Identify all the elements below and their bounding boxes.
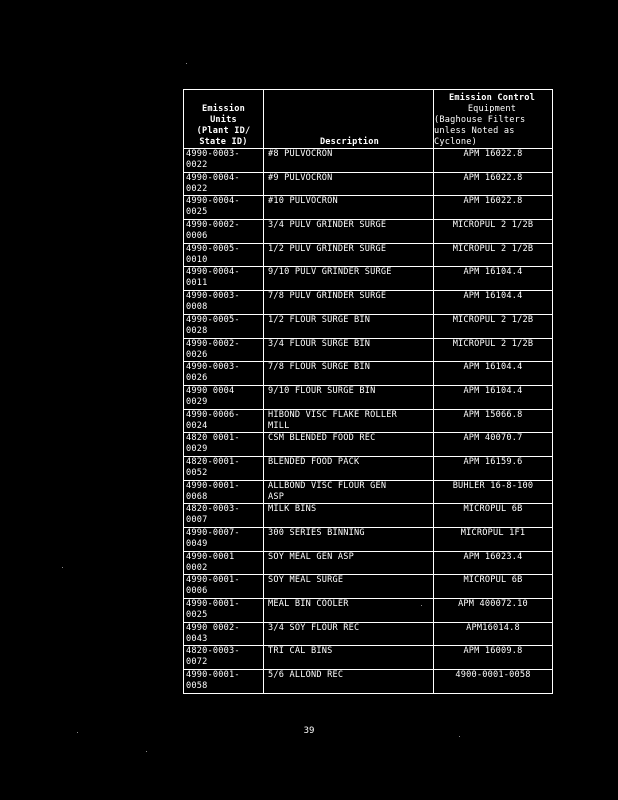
cell-control-equipment: APM 16022.8 — [434, 172, 553, 196]
cell-description: 3/4 SOY FLOUR REC — [264, 622, 434, 646]
cell-control-equipment: MICROPUL 6B — [434, 575, 553, 599]
cell-description: BLENDED FOOD PACK — [264, 456, 434, 480]
cell-description: 1/2 FLOUR SURGE BIN — [264, 314, 434, 338]
cell-control-equipment: APM 16022.8 — [434, 196, 553, 220]
table-row — [184, 362, 553, 386]
table-row — [184, 385, 553, 409]
table-row — [184, 480, 553, 504]
cell-description: #8 PULVOCRON — [264, 149, 434, 173]
cell-emission-unit: 4990-0003- 0008 — [184, 291, 264, 315]
scan-speck — [186, 63, 187, 64]
header-row — [184, 90, 553, 149]
cell-control-equipment: APM 40070.7 — [434, 433, 553, 457]
cell-emission-unit: 4990-0005- 0010 — [184, 243, 264, 267]
cell-emission-unit: 4990-0006- 0024 — [184, 409, 264, 433]
cell-description: 1/2 PULV GRINDER SURGE — [264, 243, 434, 267]
cell-description: CSM BLENDED FOOD REC — [264, 433, 434, 457]
cell-emission-unit: 4820-0001- 0052 — [184, 456, 264, 480]
cell-control-equipment: BUHLER 16-8-100 — [434, 480, 553, 504]
cell-description: 7/8 PULV GRINDER SURGE — [264, 291, 434, 315]
table-row — [184, 243, 553, 267]
cell-control-equipment: APM 400072.10 — [434, 599, 553, 623]
cell-description: #9 PULVOCRON — [264, 172, 434, 196]
cell-emission-unit: 4990-0002- 0026 — [184, 338, 264, 362]
table-row — [184, 196, 553, 220]
scan-speck — [77, 732, 78, 733]
table-row — [184, 670, 553, 694]
table-row — [184, 622, 553, 646]
cell-description: MEAL BIN COOLER — [264, 599, 434, 623]
table-row — [184, 646, 553, 670]
cell-description: 9/10 FLOUR SURGE BIN — [264, 385, 434, 409]
cell-emission-unit: 4990-0001 0002 — [184, 551, 264, 575]
cell-emission-unit: 4990-0004- 0025 — [184, 196, 264, 220]
cell-control-equipment: APM 16104.4 — [434, 291, 553, 315]
cell-emission-unit: 4820-0003- 0072 — [184, 646, 264, 670]
cell-emission-unit: 4990 0004 0029 — [184, 385, 264, 409]
cell-emission-unit: 4990-0005- 0028 — [184, 314, 264, 338]
cell-description: 5/6 ALLOND REC — [264, 670, 434, 694]
table-row — [184, 433, 553, 457]
cell-control-equipment: MICROPUL 2 1/2B — [434, 220, 553, 244]
cell-control-equipment: MICROPUL 2 1/2B — [434, 314, 553, 338]
cell-emission-unit: 4990-0001- 0006 — [184, 575, 264, 599]
cell-control-equipment: MICROPUL 1F1 — [434, 528, 553, 552]
cell-control-equipment: MICROPUL 6B — [434, 504, 553, 528]
cell-emission-unit: 4990-0002- 0006 — [184, 220, 264, 244]
cell-description: ALLBOND VISC FLOUR GEN ASP — [264, 480, 434, 504]
cell-emission-unit: 4990-0001- 0068 — [184, 480, 264, 504]
table-row — [184, 267, 553, 291]
header-equipment-line2: Equipment — [467, 104, 517, 114]
header-equipment-line1: Emission Control — [449, 93, 535, 103]
table-row — [184, 338, 553, 362]
cell-control-equipment: APM 16022.8 — [434, 149, 553, 173]
cell-emission-unit: 4990-0007- 0049 — [184, 528, 264, 552]
cell-emission-unit: 4990-0003- 0022 — [184, 149, 264, 173]
table-row — [184, 551, 553, 575]
cell-description: 300 SERIES BINNING — [264, 528, 434, 552]
table-row — [184, 220, 553, 244]
table-row — [184, 409, 553, 433]
cell-control-equipment: APM 16104.4 — [434, 267, 553, 291]
header-description: Description — [264, 90, 434, 149]
cell-description: SOY MEAL GEN ASP — [264, 551, 434, 575]
header-control-equipment — [434, 90, 553, 149]
table-row — [184, 149, 553, 173]
cell-emission-unit: 4990-0001- 0025 — [184, 599, 264, 623]
emission-units-table — [183, 89, 553, 694]
scan-speck — [62, 567, 63, 568]
scan-speck — [459, 736, 460, 737]
scan-speck — [146, 751, 147, 752]
cell-emission-unit: 4990-0004- 0011 — [184, 267, 264, 291]
table-row — [184, 599, 553, 623]
cell-control-equipment: APM 16159.6 — [434, 456, 553, 480]
cell-control-equipment: 4900-0001-0058 — [434, 670, 553, 694]
table-row — [184, 504, 553, 528]
cell-control-equipment: MICROPUL 2 1/2B — [434, 338, 553, 362]
cell-description: 3/4 PULV GRINDER SURGE — [264, 220, 434, 244]
cell-emission-unit: 4990-0001- 0058 — [184, 670, 264, 694]
cell-control-equipment: APM 15066.8 — [434, 409, 553, 433]
table-row — [184, 172, 553, 196]
header-equipment-note: (Baghouse Filters unless Noted as Cyclone) — [434, 115, 526, 147]
table-row — [184, 575, 553, 599]
table-row — [184, 314, 553, 338]
cell-emission-unit: 4990-0004- 0022 — [184, 172, 264, 196]
cell-description: 3/4 FLOUR SURGE BIN — [264, 338, 434, 362]
cell-control-equipment: APM 16104.4 — [434, 362, 553, 386]
cell-description: MILK BINS — [264, 504, 434, 528]
cell-description: #10 PULVOCRON — [264, 196, 434, 220]
table-row — [184, 528, 553, 552]
cell-emission-unit: 4820 0001- 0029 — [184, 433, 264, 457]
cell-description: TRI CAL BINS — [264, 646, 434, 670]
cell-control-equipment: APM 16023.4 — [434, 551, 553, 575]
cell-description: 7/8 FLOUR SURGE BIN — [264, 362, 434, 386]
cell-control-equipment: APM 16009.8 — [434, 646, 553, 670]
cell-control-equipment: APM16014.8 — [434, 622, 553, 646]
page-number: 39 — [303, 726, 315, 736]
cell-description: SOY MEAL SURGE — [264, 575, 434, 599]
header-emission-units: Emission Units (Plant ID/ State ID) — [184, 90, 264, 149]
cell-description: HIBOND VISC FLAKE ROLLER MILL — [264, 409, 434, 433]
cell-control-equipment: MICROPUL 2 1/2B — [434, 243, 553, 267]
cell-control-equipment: APM 16104.4 — [434, 385, 553, 409]
cell-emission-unit: 4990 0002- 0043 — [184, 622, 264, 646]
cell-emission-unit: 4990-0003- 0026 — [184, 362, 264, 386]
table-body — [184, 149, 553, 694]
scan-speck — [421, 605, 422, 606]
table-row — [184, 291, 553, 315]
table-row — [184, 456, 553, 480]
cell-emission-unit: 4820-0003- 0007 — [184, 504, 264, 528]
cell-description: 9/10 PULV GRINDER SURGE — [264, 267, 434, 291]
